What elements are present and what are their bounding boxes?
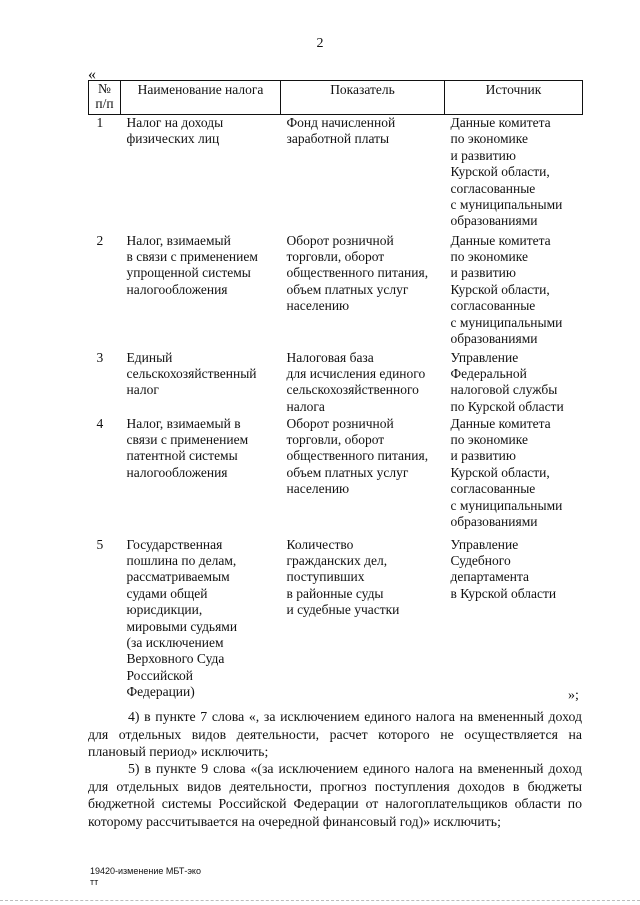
page-number: 2 (316, 36, 324, 51)
amendment-paragraph-5: 5) в пункте 9 слова «(за исключением единого налога на вмененный доход для отдельных видов деятельности, прогноз поступления доходов в бюджеты бюджетной системы Российской Федерации от налогоплательщиков области по которому рассчитывается на очередной финансовый год)» исключить; (88, 761, 582, 829)
footer-initials: тт (90, 877, 99, 887)
tax-table (88, 80, 583, 707)
header-source: Источник (445, 81, 583, 115)
table-row (89, 233, 583, 350)
row-number: 5 (96, 536, 104, 552)
row-source: Данные комитета по экономике и развитию Курской области, согласованные с муниципальными образованиями (450, 415, 563, 529)
page-bottom-divider (0, 900, 640, 902)
header-indicator: Показатель (281, 81, 445, 115)
row-tax-name: Налог, взимаемый в связи с применением патентной системы налогообложения (126, 415, 249, 480)
row-source: Управление Судебного департамента в Курской области (450, 536, 557, 601)
table-row (89, 537, 583, 707)
header-number: № п/п (89, 81, 121, 115)
row-source: Данные комитета по экономике и развитию Курской области, согласованные с муниципальными образованиями (450, 115, 563, 229)
row-source: Данные комитета по экономике и развитию Курской области, согласованные с муниципальными образованиями (450, 232, 563, 346)
row-tax-name: Налог, взимаемый в связи с применением упрощенной системы налогообложения (126, 232, 258, 297)
footer-file-reference: 19420-изменение МБТ-эко (90, 866, 201, 876)
closing-quote: »; (568, 688, 579, 703)
document-footer (90, 866, 201, 888)
row-number: 1 (96, 115, 104, 130)
row-tax-name: Единый сельскохозяйственный налог (126, 349, 257, 398)
table-row (89, 416, 583, 537)
row-number: 4 (96, 415, 104, 431)
row-indicator: Оборот розничной торговли, оборот общественного питания, объем платных услуг населению (286, 415, 429, 497)
header-tax-name: Наименование налога (121, 81, 281, 115)
row-number: 2 (96, 232, 104, 248)
row-indicator: Фонд начисленной заработной платы (286, 115, 396, 147)
row-indicator: Оборот розничной торговли, оборот общественного питания, объем платных услуг населению (286, 232, 429, 314)
opening-quote: « (88, 66, 96, 83)
table-row (89, 115, 583, 233)
row-indicator: Налоговая база для исчисления единого сельскохозяйственного налога (286, 349, 426, 414)
row-tax-name: Государственная пошлина по делам, рассматриваемым судами общей юрисдикции, мировыми судьями (за исключением Верховного Суда Российской Федерации) (126, 536, 238, 700)
table-header-row (89, 81, 583, 115)
row-source: Управление Федеральной налоговой службы по Курской области (450, 349, 564, 414)
amendment-paragraph-4: 4) в пункте 7 слова «, за исключением единого налога на вмененный доход для отдельных видов деятельности, расчет которого не осуществляется на плановый период» исключить; (88, 709, 582, 759)
row-tax-name: Налог на доходы физических лиц (126, 115, 224, 147)
row-number: 3 (96, 349, 104, 365)
table-row (89, 350, 583, 416)
row-indicator: Количество гражданских дел, поступивших в районные суды и судебные участки (286, 536, 400, 618)
